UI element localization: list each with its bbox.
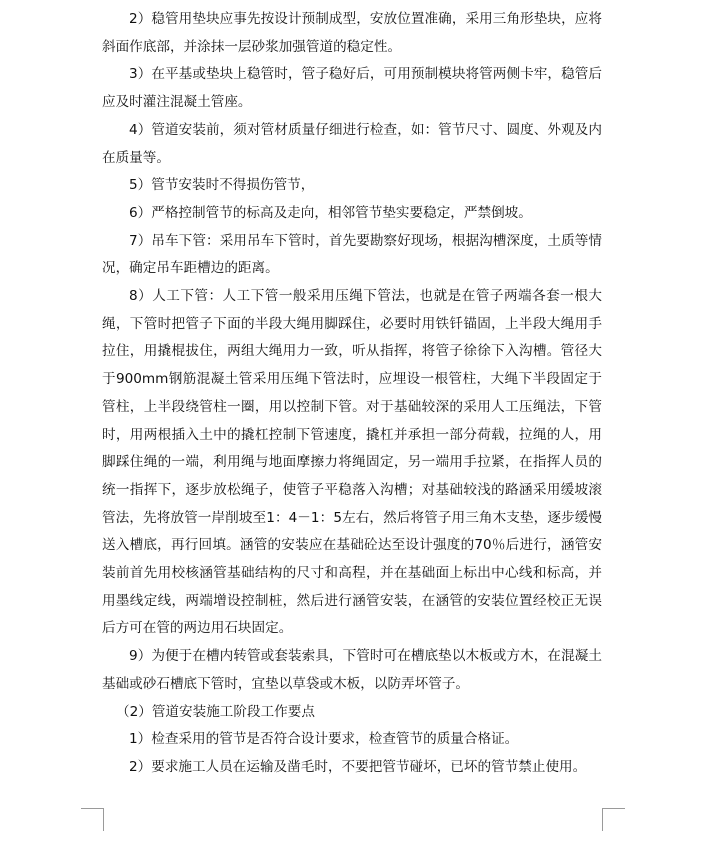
paragraph-item-4: 4）管道安装前，须对管材质量仔细进行检查，如：管节尺寸、圆度、外观及内在质量等。 — [102, 121, 602, 166]
paragraph-item-3: 3）在平基或垫块上稳管时，管子稳好后，可用预制模块将管两侧卡牢，稳管后应及时灌注混凝土管座。 — [102, 66, 602, 111]
paragraph-item-8: 8）人工下管：人工下管一般采用压绳下管法，也就是在管子两端各套一根大绳，下管时把管子下面的半段大绳用脚踩住，必要时用铁钎锚固，上半段大绳用手拉住，用撬棍拔住，两组大绳用力一致，听从指挥，将管子徐徐下入沟槽。管径大于900mm钢筋混凝土管采用压绳下管法时，应埋设一根管柱，大绳下半段固定于管柱，上半段绕管柱一圈，用以控制下管。对于基础较深的采用人工压绳法，下管时，用两根插入土中的撬杠控制下管速度，撬杠并承担一部分荷载，拉绳的人，用脚踩住绳的一端，利用绳与地面摩擦力将绳固定，另一端用手拉紧，在指挥人员的统一指挥下，逐步放松绳子，使管子平稳落入沟槽；对基础较浅的路涵采用缓坡滚管法，先将放管一岸削坡至1：4－1：5左右，然后将管子用三角木支垫，逐步缓慢送入槽底，再行回填。涵管的安装应在基础砼达至设计强度的70％后进行，涵管安装前首先用校核涵管基础结构的尺寸和高程，并在基础面上标出中心线和标高，并用墨线定线，两端增设控制桩，然后进行涵管安装，在涵管的安装位置经校正无误后方可在管的两边用石块固定。 — [102, 288, 602, 637]
paragraph-item-6: 6）严格控制管节的标高及走向，相邻管节垫实要稳定，严禁倒坡。 — [129, 204, 532, 221]
paragraph-item-9: 9）为便于在槽内转管或套装索具，下管时可在槽底垫以木板或方木，在混凝土基础或砂石槽底下管时，宜垫以草袋或木板，以防弄坏管子。 — [102, 648, 602, 692]
page-corner-mark-right — [602, 808, 625, 831]
section-heading: （2）管道安装施工阶段工作要点 — [116, 703, 315, 720]
document-body — [102, 6, 602, 782]
section-item-1: 1）检查采用的管节是否符合设计要求，检查管节的质量合格证。 — [129, 731, 519, 748]
section-item-2: 2）要求施工人员在运输及凿毛时，不要把管节碰坏，已坏的管节禁止使用。 — [129, 758, 587, 775]
paragraph-item-2: 2）稳管用垫块应事先按设计预制成型，安放位置准确，采用三角形垫块，应将斜面作底部，并涂抹一层砂浆加强管道的稳定性。 — [102, 11, 602, 55]
page-corner-mark-left — [81, 808, 104, 831]
paragraph-item-5: 5）管节安装时不得损伤管节， — [129, 177, 315, 194]
paragraph-item-7: 7）吊车下管：采用吊车下管时，首先要勘察好现场，根据沟槽深度，土质等情况，确定吊车距槽边的距离。 — [102, 232, 602, 277]
